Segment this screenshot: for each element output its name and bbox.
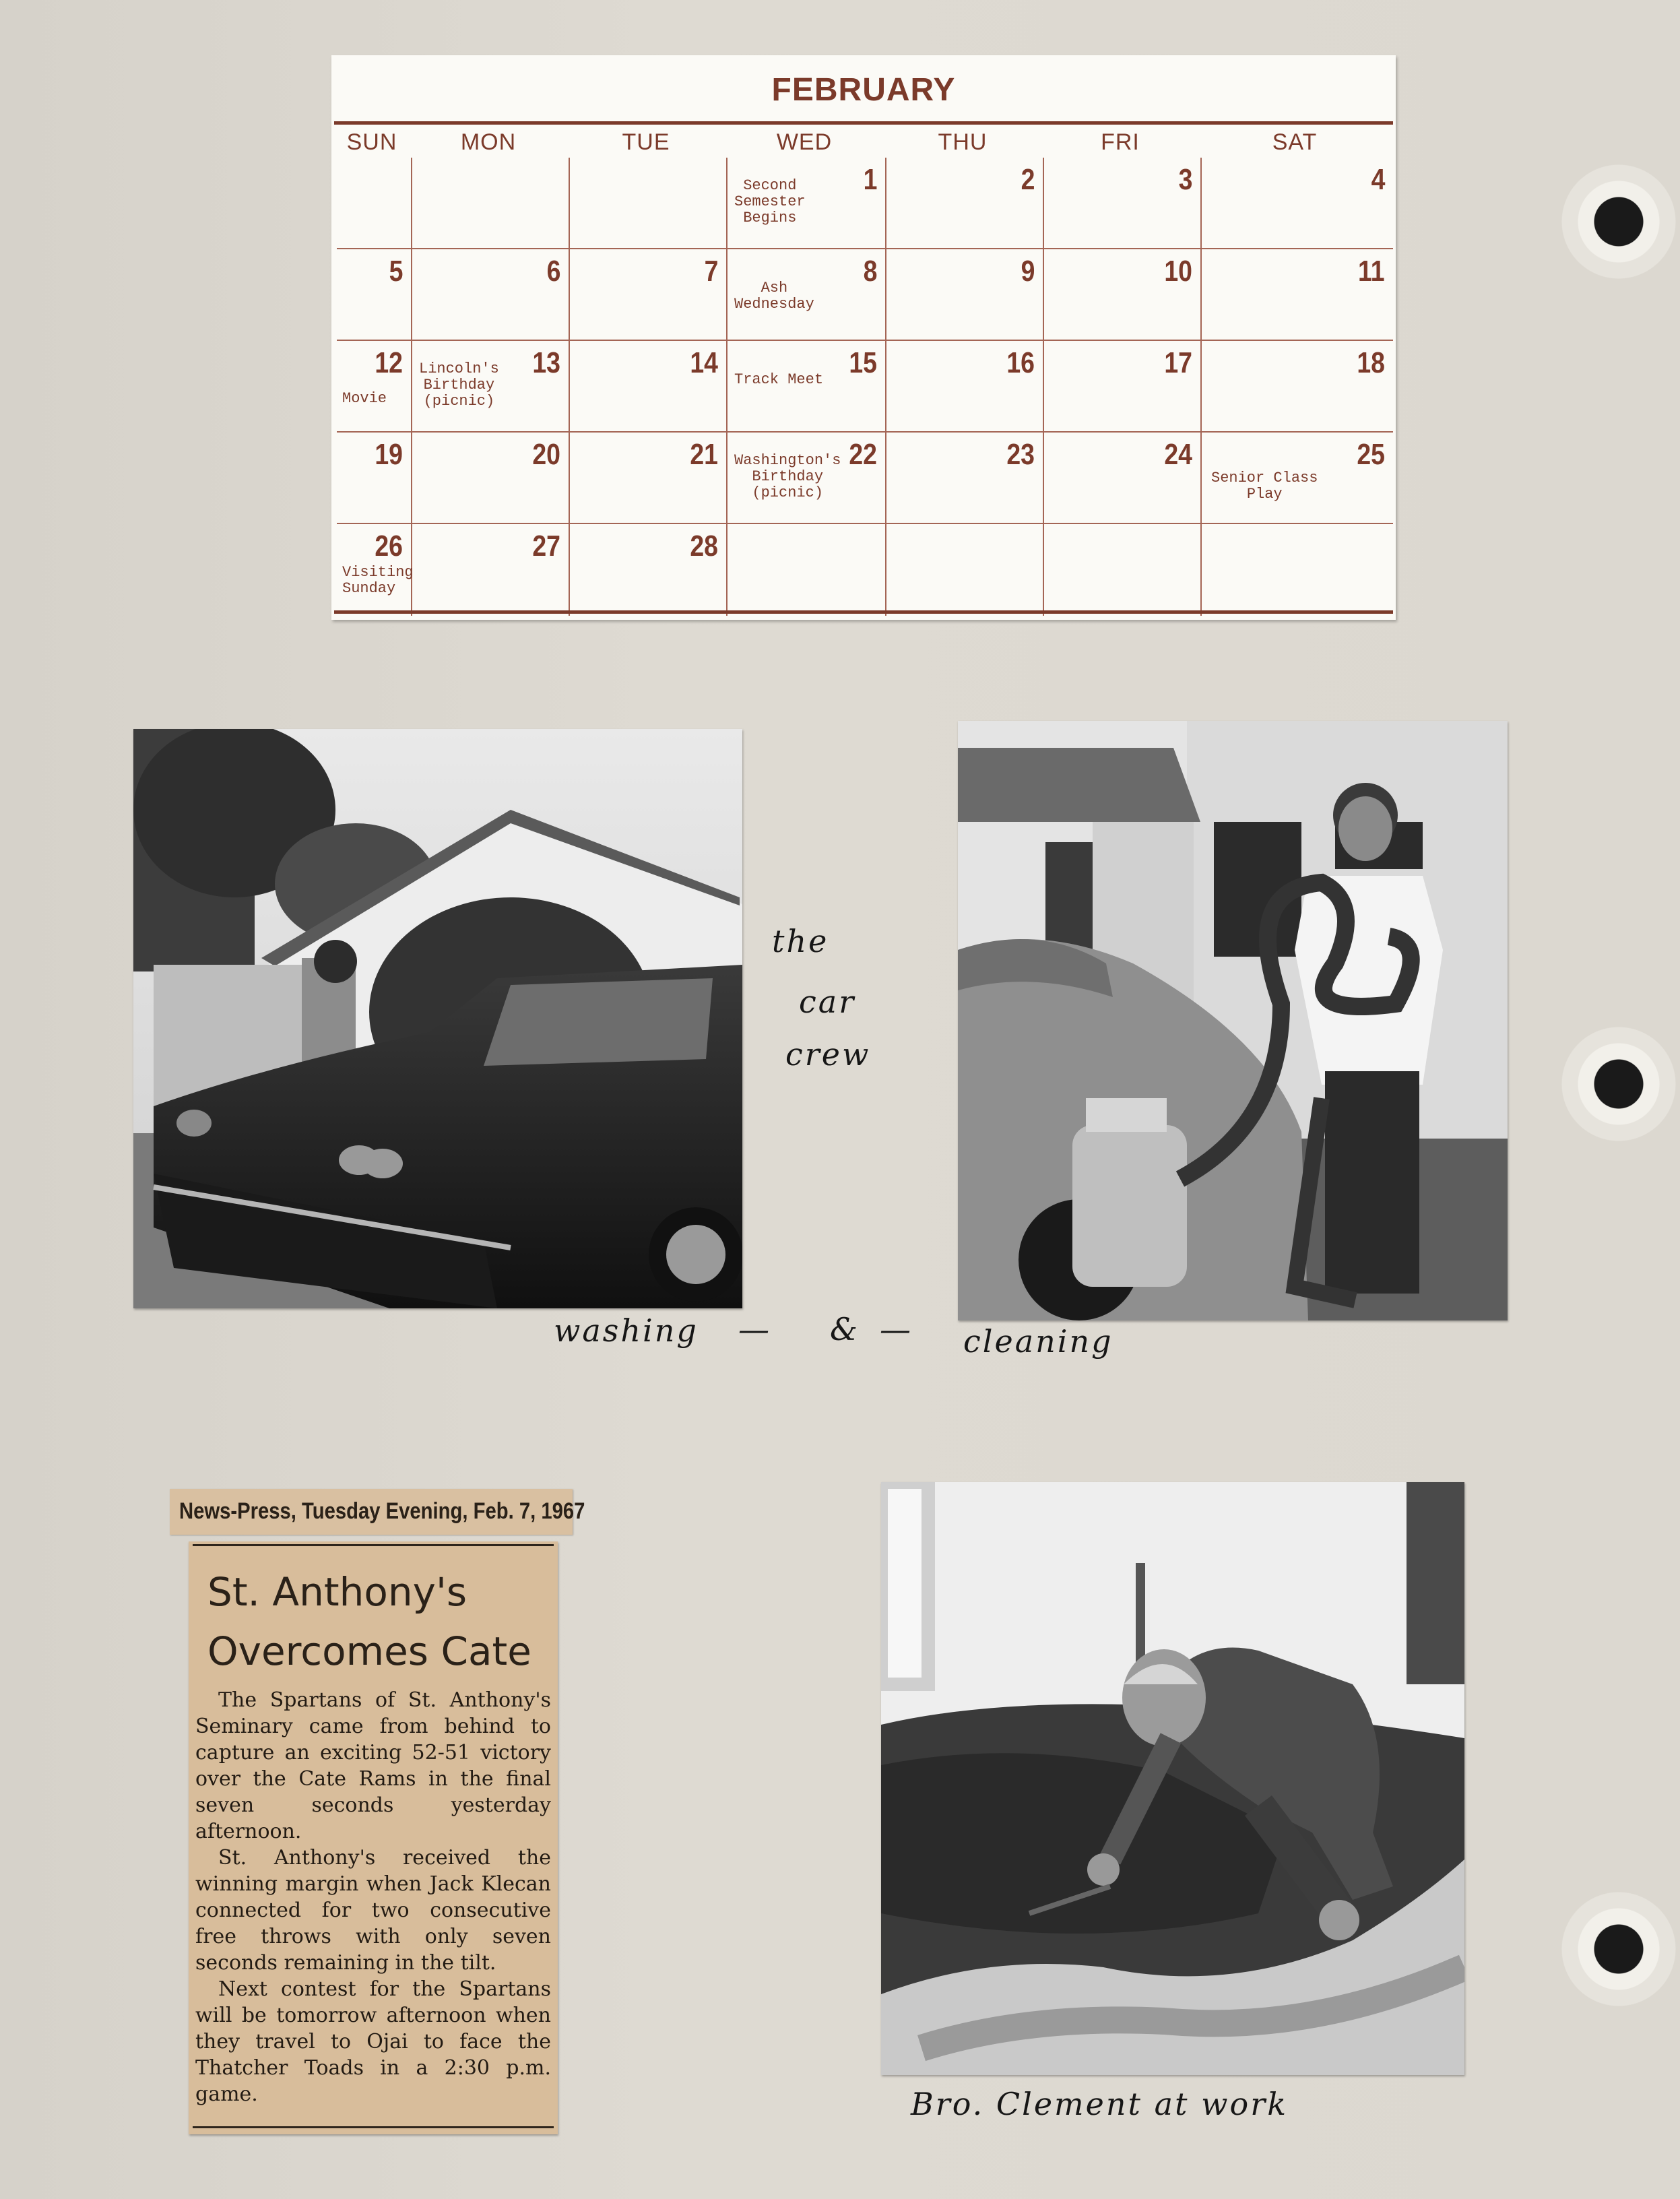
calendar-day-number: 18	[1357, 346, 1385, 379]
calendar-day-cell	[337, 433, 412, 524]
calendar-day-cell	[728, 524, 886, 616]
calendar-event-note: Senior Class Play	[1211, 470, 1318, 503]
calendar-day-cell	[886, 249, 1044, 341]
calendar-day-number: 12	[375, 346, 403, 379]
weekday-tue: TUE	[622, 129, 670, 155]
calendar-day-cell	[1044, 433, 1202, 524]
calendar-grid	[334, 158, 1393, 605]
calendar-day-cell	[412, 524, 570, 616]
calendar-day-cell	[412, 341, 570, 433]
calendar-day-cell	[886, 341, 1044, 433]
calendar-day-number: 24	[1164, 438, 1192, 471]
calendar-event-note: Track Meet	[734, 371, 824, 388]
calendar-day-cell	[337, 341, 412, 433]
caption-cleaning: cleaning	[963, 1323, 1113, 1360]
weekday-fri: FRI	[1101, 129, 1140, 155]
calendar-day-number: 27	[532, 530, 560, 563]
calendar-day-cell	[412, 249, 570, 341]
calendar-day-cell	[412, 158, 570, 249]
calendar-day-number: 7	[704, 255, 718, 288]
calendar-day-number: 21	[690, 438, 718, 471]
bro-clement-photo-image	[881, 1482, 1464, 2075]
weekday-wed: WED	[776, 129, 833, 155]
calendar-day-number: 22	[849, 438, 877, 471]
newspaper-clipping	[189, 1541, 558, 2134]
calendar-day-number: 20	[532, 438, 560, 471]
calendar-day-number: 11	[1358, 255, 1385, 288]
calendar-day-number: 28	[690, 530, 718, 563]
calendar-day-number: 1	[863, 163, 877, 196]
calendar-day-cell	[337, 249, 412, 341]
car-washing-photo	[133, 729, 742, 1308]
caption-ampersand: &	[830, 1311, 860, 1347]
calendar-top-rule	[334, 121, 1393, 125]
calendar-day-cell	[337, 158, 412, 249]
calendar-day-cell	[728, 158, 886, 249]
calendar-day-cell	[570, 249, 728, 341]
calendar-day-cell	[1202, 524, 1393, 616]
weekday-sat: SAT	[1272, 129, 1318, 155]
calendar-event-note: Ash Wednesday	[734, 280, 814, 313]
weekday-thu: THU	[938, 129, 988, 155]
calendar-day-cell	[570, 433, 728, 524]
calendar-day-cell	[886, 524, 1044, 616]
calendar-day-number: 26	[375, 530, 403, 563]
caption-dash-2: —	[880, 1311, 913, 1347]
calendar-event-note: Lincoln's Birthday (picnic)	[419, 360, 499, 410]
caption-crew: crew	[785, 1036, 871, 1073]
february-calendar	[331, 55, 1396, 620]
calendar-day-number: 23	[1006, 438, 1035, 471]
calendar-day-number: 2	[1021, 163, 1035, 196]
clipping-bottom-rule	[193, 2126, 554, 2128]
clipping-paragraph-3: Next contest for the Spartans will be tomorrow afternoon when they travel to Ojai to face the Thatcher Toads in a 2:30 p.m. game.	[195, 1977, 551, 2106]
bro-clement-photo	[881, 1482, 1464, 2075]
caption-bro-clement: Bro. Clement at work	[911, 2086, 1289, 2122]
calendar-event-note: Visiting Sunday	[342, 564, 414, 597]
binder-hole-middle	[1561, 1027, 1676, 1141]
calendar-day-cell	[886, 158, 1044, 249]
clipping-article-body	[195, 1687, 551, 2107]
calendar-day-number: 6	[546, 255, 560, 288]
clipping-paragraph-2: St. Anthony's received the winning margin when Jack Klecan connected for two consecutive free throws with only seven seconds remaining in the tilt.	[195, 1846, 551, 1975]
calendar-event-note: Movie	[342, 390, 387, 407]
clipping-headline-line-2: Overcomes Cate	[207, 1628, 531, 1674]
car-cleaning-photo-image	[958, 721, 1508, 1320]
calendar-day-number: 14	[690, 346, 718, 379]
calendar-day-number: 16	[1006, 346, 1035, 379]
binder-hole-bottom	[1561, 1892, 1676, 2006]
calendar-day-number: 8	[863, 255, 877, 288]
clipping-masthead-text: News-Press, Tuesday Evening, Feb. 7, 1967	[179, 1498, 585, 1524]
calendar-day-cell	[570, 158, 728, 249]
clipping-paragraph-1: The Spartans of St. Anthony's Seminary came from behind to capture an exciting 52-51 victory over the Cate Rams in the final seven seconds yesterday afternoon.	[195, 1688, 551, 1843]
calendar-day-cell	[1202, 341, 1393, 433]
calendar-day-number: 5	[389, 255, 403, 288]
calendar-day-number: 3	[1178, 163, 1192, 196]
caption-dash-1: —	[738, 1311, 771, 1347]
binder-hole-top	[1561, 164, 1676, 279]
calendar-day-cell	[886, 433, 1044, 524]
calendar-day-number: 10	[1164, 255, 1192, 288]
calendar-day-cell	[1202, 433, 1393, 524]
weekday-mon: MON	[460, 129, 517, 155]
car-washing-photo-image	[133, 729, 742, 1308]
calendar-day-number: 15	[849, 346, 877, 379]
calendar-day-cell	[412, 433, 570, 524]
calendar-day-number: 19	[375, 438, 403, 471]
calendar-month-title: FEBRUARY	[771, 72, 956, 108]
weekday-sun: SUN	[346, 129, 397, 155]
caption-car: car	[799, 984, 856, 1020]
calendar-day-cell	[1044, 341, 1202, 433]
calendar-bottom-rule	[334, 610, 1393, 614]
clipping-headline-line-1: St. Anthony's	[207, 1569, 467, 1615]
calendar-event-note: Second Semester Begins	[734, 177, 806, 226]
clipping-top-rule	[193, 1544, 554, 1546]
calendar-day-number: 9	[1021, 255, 1035, 288]
calendar-day-cell	[570, 341, 728, 433]
car-cleaning-photo	[958, 721, 1508, 1320]
calendar-day-cell	[1202, 158, 1393, 249]
calendar-day-cell	[728, 249, 886, 341]
calendar-day-number: 13	[532, 346, 560, 379]
calendar-day-cell	[570, 524, 728, 616]
caption-washing: washing	[554, 1312, 699, 1349]
calendar-day-cell	[1044, 249, 1202, 341]
calendar-day-number: 4	[1371, 163, 1385, 196]
calendar-day-number: 25	[1357, 438, 1385, 471]
calendar-day-cell	[1202, 249, 1393, 341]
calendar-day-cell	[337, 524, 412, 616]
caption-the: the	[772, 923, 829, 959]
calendar-event-note: Washington's Birthday (picnic)	[734, 452, 841, 501]
calendar-day-cell	[1044, 524, 1202, 616]
calendar-day-cell	[728, 433, 886, 524]
calendar-day-number: 17	[1164, 346, 1192, 379]
calendar-day-cell	[1044, 158, 1202, 249]
calendar-day-cell	[728, 341, 886, 433]
clipping-masthead	[170, 1489, 585, 1535]
